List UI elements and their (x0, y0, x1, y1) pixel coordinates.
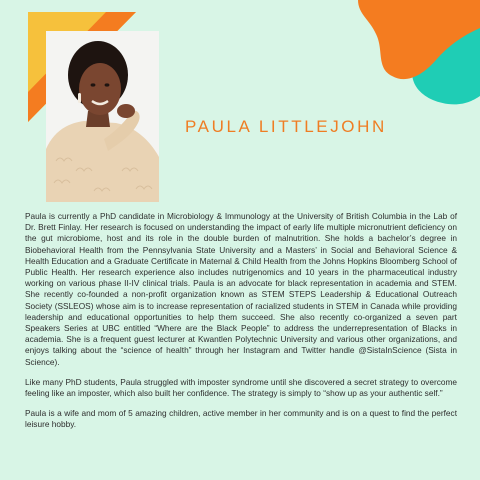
bio-paragraph-2: Like many PhD students, Paula struggled with imposter syndrome until she discovered a secret strategy to overcome feeling like an imposter, which also built her confidence. The strategy is simply to “show up as your authentic self.” (25, 376, 457, 399)
bio-text-block (25, 211, 457, 440)
person-name-heading: PAULA LITTLEJOHN (185, 117, 387, 136)
profile-photo (46, 31, 159, 202)
portrait-illustration (46, 31, 159, 202)
bio-paragraph-1: Paula is currently a PhD candidate in Microbiology & Immunology at the University of British Columbia in the Lab of Dr. Brett Finlay. Her research is focused on understanding the impact of early life multiple micronutrient deficiency on the gut microbiome, host and its role in the double burden of malnutrition. She holds a bachelor’s degree in Biobehavioral Health from the Pennsylvania State University and a Masters’ in Social and Behavioral Science & Health Education and a Graduate Certificate in Maternal & Child Health from the Johns Hopkins Bloomberg School of Public Health. Her research experience also includes nutrigenomics and 10 years in the pharmaceutical industry working on various phase II-IV clinical trials. Paula is an advocate for black representation in academia and STEM. She recently co-founded a non-profit organization known as STEM STEPS Leadership & Educational Outreach Society (SSLEOS) whose aim is to increase representation of racialized students in STEM in Canada while providing leadership and educational opportunities to help them succeed. She also recently co-organized a seven part Speakers Series at UBC entitled “Where are the Black People” to address the underrepresentation of Blacks in academia. She is a frequent guest lecturer at Kwantlen Polytechnic University and various other organizations, and enjoys talking about the “science of health” through her Instagram and Twitter handle @SistaInScience (Sista in Science). (25, 211, 457, 367)
decorative-blobs (280, 0, 480, 110)
bio-paragraph-3: Paula is a wife and mom of 5 amazing children, active member in her community and is on a quest to find the perfect leisure hobby. (25, 408, 457, 430)
